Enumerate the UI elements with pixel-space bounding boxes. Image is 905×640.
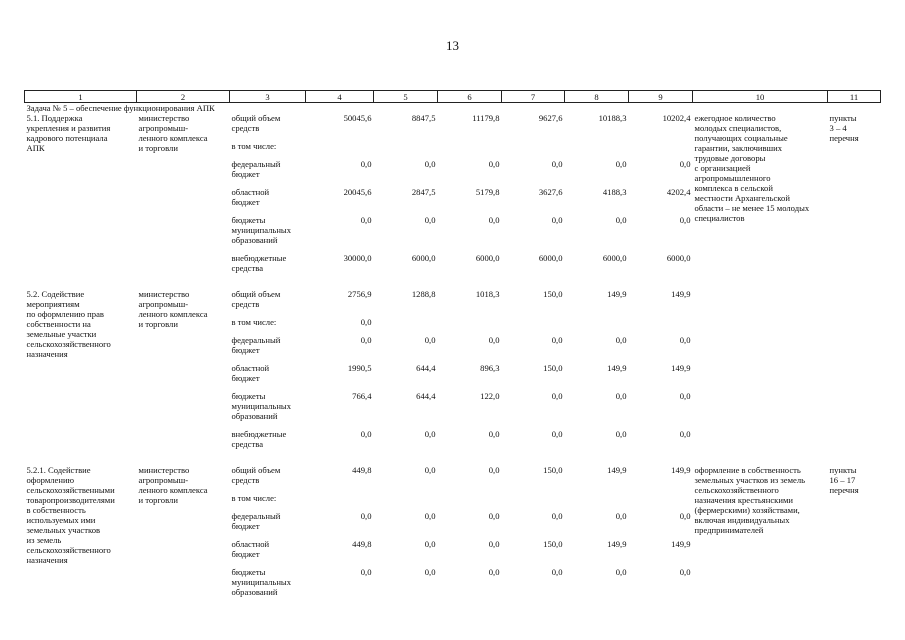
item-name-line: мероприятиям bbox=[26, 299, 80, 309]
funding-value: 0,0 bbox=[615, 511, 627, 521]
item-name-line: 5.2. Содействие bbox=[26, 289, 85, 299]
funding-value: 0,0 bbox=[424, 429, 436, 439]
list-items-ref-line: перечня bbox=[829, 485, 859, 495]
funding-source-label: средств bbox=[231, 299, 260, 309]
funding-value bbox=[440, 141, 500, 151]
funding-source bbox=[232, 567, 304, 603]
row-spacer bbox=[25, 281, 881, 289]
funding-value bbox=[631, 141, 691, 151]
funding-source-label: средств bbox=[231, 475, 260, 485]
funding-value: 0,0 bbox=[424, 511, 436, 521]
funding-value bbox=[504, 317, 563, 327]
target-indicator-line: трудовые договоры bbox=[694, 153, 766, 163]
funding-values-col-7 bbox=[502, 289, 565, 457]
funding-value bbox=[567, 141, 627, 151]
funding-value: 0,0 bbox=[551, 567, 563, 577]
funding-value: 0,0 bbox=[424, 539, 436, 549]
funding-value: 896,3 bbox=[480, 363, 500, 373]
funding-value: 0,0 bbox=[679, 335, 691, 345]
funding-source-label: общий объем bbox=[231, 289, 281, 299]
item-name-line: назначения bbox=[26, 555, 68, 565]
funding-value bbox=[440, 493, 500, 503]
funding-value: 0,0 bbox=[360, 335, 372, 345]
funding-source-label: муниципальных bbox=[231, 225, 291, 235]
target-indicator-line: гарантии, заключивших bbox=[694, 143, 783, 153]
funding-source-label: областной bbox=[231, 539, 270, 549]
funding-value: 1990,5 bbox=[347, 363, 372, 373]
item-name-line: собственности на bbox=[26, 319, 91, 329]
item-name-line: используемых ими bbox=[26, 515, 96, 525]
item-executor-line: и торговли bbox=[138, 319, 178, 329]
column-number: 1 bbox=[25, 91, 137, 103]
target-indicator-line: земельных участков из земель bbox=[694, 475, 806, 485]
funding-value bbox=[376, 493, 436, 503]
program-table bbox=[24, 90, 881, 605]
funding-value: 0,0 bbox=[488, 465, 500, 475]
funding-value: 0,0 bbox=[360, 567, 372, 577]
funding-value: 2847,5 bbox=[411, 187, 436, 197]
item-executor-line: министерство bbox=[138, 465, 190, 475]
funding-source bbox=[232, 317, 304, 333]
item-executor-line: и торговли bbox=[138, 495, 178, 505]
item-name-line: кадрового потенциала bbox=[26, 133, 108, 143]
funding-value: 150,0 bbox=[543, 465, 563, 475]
funding-value bbox=[567, 317, 627, 327]
funding-value: 6000,0 bbox=[475, 253, 500, 263]
funding-source-label: общий объем bbox=[231, 465, 281, 475]
column-number: 4 bbox=[306, 91, 374, 103]
funding-source-label: в том числе: bbox=[231, 493, 277, 503]
funding-source-label: федеральный bbox=[231, 159, 281, 169]
funding-value: 0,0 bbox=[424, 335, 436, 345]
funding-value: 150,0 bbox=[543, 363, 563, 373]
funding-value: 8847,5 bbox=[411, 113, 436, 123]
target-indicator bbox=[693, 465, 828, 605]
funding-value: 0,0 bbox=[360, 159, 372, 169]
target-indicator-line: предпринимателей bbox=[694, 525, 764, 535]
task-title: Задача № 5 – обеспечение функционирования АПК bbox=[26, 103, 215, 113]
funding-value: 0,0 bbox=[551, 215, 563, 225]
funding-value: 10202,4 bbox=[662, 113, 691, 123]
funding-value: 0,0 bbox=[551, 335, 563, 345]
funding-source bbox=[232, 429, 304, 455]
funding-source bbox=[232, 113, 304, 139]
funding-value bbox=[376, 141, 436, 151]
item-executor-line: ленного комплекса bbox=[138, 133, 208, 143]
row-spacer bbox=[25, 457, 881, 465]
funding-value: 0,0 bbox=[360, 429, 372, 439]
funding-value bbox=[308, 141, 372, 151]
funding-source bbox=[232, 465, 304, 491]
funding-source-label: бюджет bbox=[231, 373, 260, 383]
list-items-ref-line: перечня bbox=[829, 133, 859, 143]
item-name-line: укрепления и развития bbox=[26, 123, 111, 133]
funding-value: 150,0 bbox=[543, 539, 563, 549]
item-name-line: в собственность bbox=[26, 505, 86, 515]
funding-value: 9627,6 bbox=[538, 113, 563, 123]
funding-value: 3627,6 bbox=[538, 187, 563, 197]
funding-value: 0,0 bbox=[551, 429, 563, 439]
funding-source bbox=[232, 141, 304, 157]
funding-value: 0,0 bbox=[679, 567, 691, 577]
funding-value bbox=[308, 493, 372, 503]
target-indicator-line: включая индивидуальных bbox=[694, 515, 790, 525]
target-indicator-line: оформление в собственность bbox=[694, 465, 801, 475]
funding-source bbox=[232, 493, 304, 509]
funding-value: 1018,3 bbox=[475, 289, 500, 299]
target-indicator-line: получающих социальные bbox=[694, 133, 788, 143]
funding-value: 11179,8 bbox=[472, 113, 500, 123]
funding-source-label: внебюджетные bbox=[231, 429, 287, 439]
item-name-line: товаропроизводителями bbox=[26, 495, 115, 505]
item-name-line: назначения bbox=[26, 349, 68, 359]
funding-value: 149,9 bbox=[607, 363, 627, 373]
funding-source-label: бюджет bbox=[231, 549, 260, 559]
table-body bbox=[25, 103, 881, 606]
program-item-row bbox=[25, 289, 881, 457]
funding-value: 149,9 bbox=[607, 539, 627, 549]
funding-value: 0,0 bbox=[488, 159, 500, 169]
funding-value: 0,0 bbox=[615, 215, 627, 225]
funding-source-label: бюджет bbox=[231, 345, 260, 355]
funding-value: 149,9 bbox=[607, 465, 627, 475]
funding-values-col-5 bbox=[374, 465, 438, 605]
funding-value: 30000,0 bbox=[343, 253, 372, 263]
funding-values-col-6 bbox=[438, 465, 502, 605]
funding-source-label: в том числе: bbox=[231, 317, 277, 327]
funding-source-label: в том числе: bbox=[231, 141, 277, 151]
funding-source-label: федеральный bbox=[231, 511, 281, 521]
target-indicator-line: комплекса в сельской bbox=[694, 183, 773, 193]
target-indicator-line: агропромышленного bbox=[694, 173, 771, 183]
item-name-line: сельскохозяйственного bbox=[26, 545, 111, 555]
funding-value: 0,0 bbox=[424, 465, 436, 475]
funding-values-col-4 bbox=[306, 289, 374, 457]
funding-values-col-4 bbox=[306, 113, 374, 281]
column-number: 9 bbox=[629, 91, 693, 103]
target-indicator-line: (фермерскими) хозяйствами, bbox=[694, 505, 800, 515]
column-number-row bbox=[25, 91, 881, 103]
funding-source-label: областной bbox=[231, 187, 270, 197]
funding-source-label: образований bbox=[231, 587, 278, 597]
funding-value: 2756,9 bbox=[347, 289, 372, 299]
item-executor bbox=[137, 289, 230, 457]
funding-value: 0,0 bbox=[488, 567, 500, 577]
funding-source bbox=[232, 289, 304, 315]
row-spacer-cell bbox=[25, 457, 881, 465]
funding-value: 0,0 bbox=[551, 391, 563, 401]
item-executor bbox=[137, 465, 230, 605]
funding-values-col-6 bbox=[438, 289, 502, 457]
item-name-line: оформлению bbox=[26, 475, 74, 485]
funding-value: 149,9 bbox=[671, 465, 691, 475]
item-name bbox=[25, 113, 137, 281]
list-items-ref bbox=[828, 113, 881, 281]
funding-value: 6000,0 bbox=[666, 253, 691, 263]
funding-value: 6000,0 bbox=[602, 253, 627, 263]
funding-source-label: общий объем bbox=[231, 113, 281, 123]
funding-source-label: средств bbox=[231, 123, 260, 133]
funding-source-label: внебюджетные bbox=[231, 253, 287, 263]
item-name-line: АПК bbox=[26, 143, 45, 153]
target-indicator-line: специалистов bbox=[694, 213, 745, 223]
funding-value: 0,0 bbox=[360, 511, 372, 521]
funding-value: 10188,3 bbox=[598, 113, 627, 123]
funding-value: 149,9 bbox=[607, 289, 627, 299]
funding-source bbox=[232, 539, 304, 565]
funding-source bbox=[232, 215, 304, 251]
list-items-ref-line: 16 – 17 bbox=[829, 475, 856, 485]
funding-value: 644,4 bbox=[416, 391, 436, 401]
funding-value: 0,0 bbox=[551, 159, 563, 169]
funding-value: 6000,0 bbox=[538, 253, 563, 263]
program-item-row bbox=[25, 113, 881, 281]
funding-value: 6000,0 bbox=[411, 253, 436, 263]
funding-value: 0,0 bbox=[615, 391, 627, 401]
funding-source bbox=[232, 187, 304, 213]
item-name-line: сельскохозяйственного bbox=[26, 339, 111, 349]
list-items-ref-line: 3 – 4 bbox=[829, 123, 847, 133]
funding-source-label: муниципальных bbox=[231, 577, 291, 587]
column-number: 8 bbox=[565, 91, 629, 103]
page-number: 13 bbox=[446, 38, 459, 53]
funding-value bbox=[631, 493, 691, 503]
funding-values-col-5 bbox=[374, 113, 438, 281]
target-indicator-line: местности Архангельской bbox=[694, 193, 790, 203]
funding-values-col-8 bbox=[565, 465, 629, 605]
funding-value: 4202,4 bbox=[666, 187, 691, 197]
funding-value: 4188,3 bbox=[602, 187, 627, 197]
funding-value: 5179,8 bbox=[475, 187, 500, 197]
item-name bbox=[25, 289, 137, 457]
funding-value: 0,0 bbox=[424, 159, 436, 169]
funding-source bbox=[232, 253, 304, 279]
funding-value bbox=[631, 317, 691, 327]
column-number: 3 bbox=[230, 91, 306, 103]
item-name-line: сельскохозяйственными bbox=[26, 485, 115, 495]
funding-source-label: образований bbox=[231, 411, 278, 421]
funding-value: 449,8 bbox=[352, 465, 372, 475]
column-number: 11 bbox=[828, 91, 881, 103]
target-indicator-line: молодых специалистов, bbox=[694, 123, 782, 133]
funding-labels bbox=[230, 465, 306, 605]
funding-value bbox=[504, 493, 563, 503]
funding-value: 766,4 bbox=[352, 391, 372, 401]
item-name-line: земельных участков bbox=[26, 525, 101, 535]
target-indicator-line: с организацией bbox=[694, 163, 751, 173]
funding-value: 0,0 bbox=[679, 159, 691, 169]
target-indicator bbox=[693, 289, 828, 457]
funding-value: 0,0 bbox=[679, 511, 691, 521]
target-indicator-line: ежегодное количество bbox=[694, 113, 776, 123]
funding-value bbox=[440, 317, 500, 327]
funding-value: 0,0 bbox=[488, 539, 500, 549]
item-executor-line: и торговли bbox=[138, 143, 178, 153]
funding-values-col-9 bbox=[629, 289, 693, 457]
funding-source bbox=[232, 159, 304, 185]
target-indicator-line: назначения крестьянскими bbox=[694, 495, 793, 505]
funding-values-col-9 bbox=[629, 465, 693, 605]
item-executor-line: министерство bbox=[138, 289, 190, 299]
row-spacer-cell bbox=[25, 281, 881, 289]
task-title-row bbox=[25, 103, 881, 114]
funding-value: 0,0 bbox=[488, 511, 500, 521]
funding-values-col-8 bbox=[565, 113, 629, 281]
funding-value: 0,0 bbox=[488, 335, 500, 345]
funding-source-label: средства bbox=[231, 439, 264, 449]
funding-source-label: бюджет bbox=[231, 169, 260, 179]
column-number: 5 bbox=[374, 91, 438, 103]
funding-source-label: бюджеты bbox=[231, 215, 266, 225]
target-indicator bbox=[693, 113, 828, 281]
funding-value: 149,9 bbox=[671, 289, 691, 299]
list-items-ref bbox=[828, 465, 881, 605]
funding-value bbox=[567, 493, 627, 503]
funding-values-col-5 bbox=[374, 289, 438, 457]
funding-source bbox=[232, 335, 304, 361]
funding-value: 0,0 bbox=[488, 215, 500, 225]
funding-value: 644,4 bbox=[416, 363, 436, 373]
funding-source-label: федеральный bbox=[231, 335, 281, 345]
target-indicator-line: области – не менее 15 молодых bbox=[694, 203, 810, 213]
funding-values-col-4 bbox=[306, 465, 374, 605]
item-name bbox=[25, 465, 137, 605]
funding-value: 0,0 bbox=[679, 429, 691, 439]
item-executor-line: ленного комплекса bbox=[138, 485, 208, 495]
funding-source-label: областной bbox=[231, 363, 270, 373]
funding-value: 0,0 bbox=[424, 567, 436, 577]
funding-value: 0,0 bbox=[679, 391, 691, 401]
target-indicator-line: сельскохозяйственного bbox=[694, 485, 779, 495]
funding-value: 0,0 bbox=[488, 429, 500, 439]
list-items-ref-line: пункты bbox=[829, 465, 857, 475]
item-executor bbox=[137, 113, 230, 281]
funding-value: 0,0 bbox=[615, 159, 627, 169]
funding-value bbox=[504, 141, 563, 151]
funding-value: 0,0 bbox=[615, 429, 627, 439]
funding-source-label: бюджеты bbox=[231, 567, 266, 577]
column-number: 6 bbox=[438, 91, 502, 103]
column-number: 10 bbox=[693, 91, 828, 103]
funding-source-label: бюджеты bbox=[231, 391, 266, 401]
funding-value bbox=[376, 317, 436, 327]
funding-value: 449,8 bbox=[352, 539, 372, 549]
funding-source-label: средства bbox=[231, 263, 264, 273]
list-items-ref-line: пункты bbox=[829, 113, 857, 123]
item-executor-line: агропромыш- bbox=[138, 123, 189, 133]
column-number: 2 bbox=[137, 91, 230, 103]
item-executor-line: агропромыш- bbox=[138, 299, 189, 309]
funding-value: 0,0 bbox=[615, 567, 627, 577]
funding-values-col-6 bbox=[438, 113, 502, 281]
list-items-ref bbox=[828, 289, 881, 457]
funding-value: 122,0 bbox=[480, 391, 500, 401]
funding-source bbox=[232, 391, 304, 427]
funding-source bbox=[232, 511, 304, 537]
funding-value: 1288,8 bbox=[411, 289, 436, 299]
funding-values-col-8 bbox=[565, 289, 629, 457]
funding-values-col-7 bbox=[502, 113, 565, 281]
funding-source-label: бюджет bbox=[231, 197, 260, 207]
funding-source-label: бюджет bbox=[231, 521, 260, 531]
funding-value: 149,9 bbox=[671, 363, 691, 373]
funding-value: 0,0 bbox=[679, 215, 691, 225]
funding-source-label: образований bbox=[231, 235, 278, 245]
funding-value: 150,0 bbox=[543, 289, 563, 299]
funding-value: 0,0 bbox=[360, 215, 372, 225]
funding-value: 0,0 bbox=[360, 317, 372, 327]
funding-value: 0,0 bbox=[551, 511, 563, 521]
funding-value: 20045,6 bbox=[343, 187, 372, 197]
item-name-line: по оформлению прав bbox=[26, 309, 104, 319]
funding-value: 0,0 bbox=[424, 215, 436, 225]
item-name-line: из земель bbox=[26, 535, 62, 545]
item-name-line: земельные участки bbox=[26, 329, 97, 339]
funding-value: 149,9 bbox=[671, 539, 691, 549]
funding-value: 0,0 bbox=[615, 335, 627, 345]
funding-labels bbox=[230, 113, 306, 281]
item-name-line: 5.2.1. Содействие bbox=[26, 465, 91, 475]
item-executor-line: министерство bbox=[138, 113, 190, 123]
item-name-line: 5.1. Поддержка bbox=[26, 113, 83, 123]
funding-source-label: муниципальных bbox=[231, 401, 291, 411]
item-executor-line: ленного комплекса bbox=[138, 309, 208, 319]
funding-labels bbox=[230, 289, 306, 457]
funding-value: 50045,6 bbox=[343, 113, 372, 123]
funding-values-col-9 bbox=[629, 113, 693, 281]
item-executor-line: агропромыш- bbox=[138, 475, 189, 485]
funding-values-col-7 bbox=[502, 465, 565, 605]
program-item-row bbox=[25, 465, 881, 605]
funding-source bbox=[232, 363, 304, 389]
column-number: 7 bbox=[502, 91, 565, 103]
